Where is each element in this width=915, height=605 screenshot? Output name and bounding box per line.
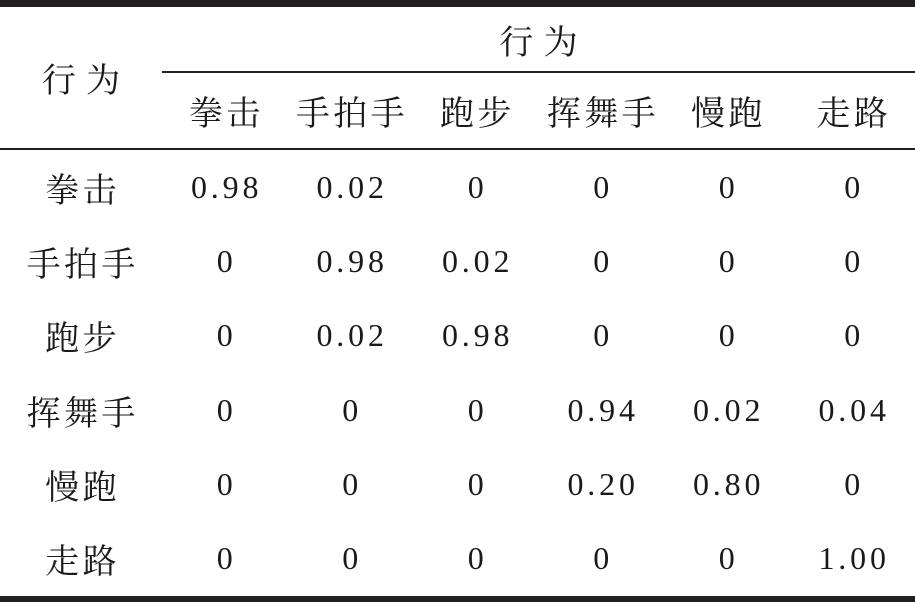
matrix-cell: 0.02 <box>316 168 388 205</box>
col-header-shoupaishou: 手拍手 <box>295 96 409 133</box>
col-header-quanji: 拳击 <box>189 96 264 133</box>
matrix-cell: 0 <box>844 465 865 502</box>
row-label: 走路 <box>45 544 121 582</box>
column-headers <box>162 73 915 148</box>
matrix-cell: 0 <box>718 242 739 279</box>
matrix-cell: 1.00 <box>818 540 890 577</box>
table-row <box>0 373 915 447</box>
matrix-cell: 0.98 <box>441 317 514 354</box>
matrix-cell: 0 <box>718 540 739 577</box>
matrix-cell: 0 <box>216 242 237 279</box>
matrix-cell: 0 <box>844 242 865 279</box>
top-rule <box>0 0 915 7</box>
table-row <box>0 299 915 373</box>
matrix-cell: 0.98 <box>316 242 388 279</box>
matrix-cell: 0 <box>216 540 237 577</box>
row-label: 手拍手 <box>26 246 139 284</box>
matrix-cell: 0 <box>593 540 614 577</box>
matrix-cell: 0 <box>844 317 865 354</box>
col-header-paobu: 跑步 <box>440 96 515 133</box>
table-row <box>0 522 915 596</box>
matrix-cell: 0.02 <box>441 242 514 279</box>
row-label: 慢跑 <box>45 469 121 507</box>
matrix-cell: 0 <box>342 391 363 428</box>
matrix-cell: 0.94 <box>567 391 639 428</box>
row-label: 挥舞手 <box>26 395 139 433</box>
matrix-cell: 0 <box>593 317 614 354</box>
col-header-manpao: 慢跑 <box>691 96 766 133</box>
matrix-cell: 0 <box>844 168 865 205</box>
matrix-cell: 0.04 <box>818 391 890 428</box>
matrix-cell: 0 <box>342 465 363 502</box>
col-header-huiwushou: 挥舞手 <box>546 96 660 133</box>
matrix-cell: 0 <box>467 168 488 205</box>
matrix-cell: 0 <box>593 242 614 279</box>
bottom-rule <box>0 596 915 602</box>
matrix-cell: 0 <box>467 391 488 428</box>
row-axis-label: 行为 <box>41 63 131 100</box>
matrix-cell: 0 <box>216 465 237 502</box>
col-header-zoulu: 走路 <box>816 96 892 133</box>
table-row <box>0 224 915 298</box>
matrix-cell: 0 <box>467 465 488 502</box>
table-body <box>0 150 915 596</box>
matrix-cell: 0.20 <box>567 465 639 502</box>
matrix-cell: 0 <box>216 391 237 428</box>
col-axis-label: 行为 <box>162 7 915 73</box>
matrix-cell: 0 <box>718 168 739 205</box>
matrix-cell: 0 <box>342 540 363 577</box>
table-row <box>0 447 915 521</box>
matrix-cell: 0.98 <box>190 168 263 205</box>
table-header <box>0 7 915 148</box>
matrix-cell: 0.02 <box>692 391 765 428</box>
matrix-cell: 0 <box>467 540 488 577</box>
matrix-cell: 0 <box>593 168 614 205</box>
table-row <box>0 150 915 224</box>
header-right <box>162 7 915 148</box>
matrix-cell: 0.02 <box>316 317 388 354</box>
matrix-cell: 0.80 <box>692 465 765 502</box>
row-label: 拳击 <box>45 172 121 210</box>
matrix-cell: 0 <box>718 317 739 354</box>
row-label: 跑步 <box>45 321 121 359</box>
matrix-cell: 0 <box>216 317 237 354</box>
